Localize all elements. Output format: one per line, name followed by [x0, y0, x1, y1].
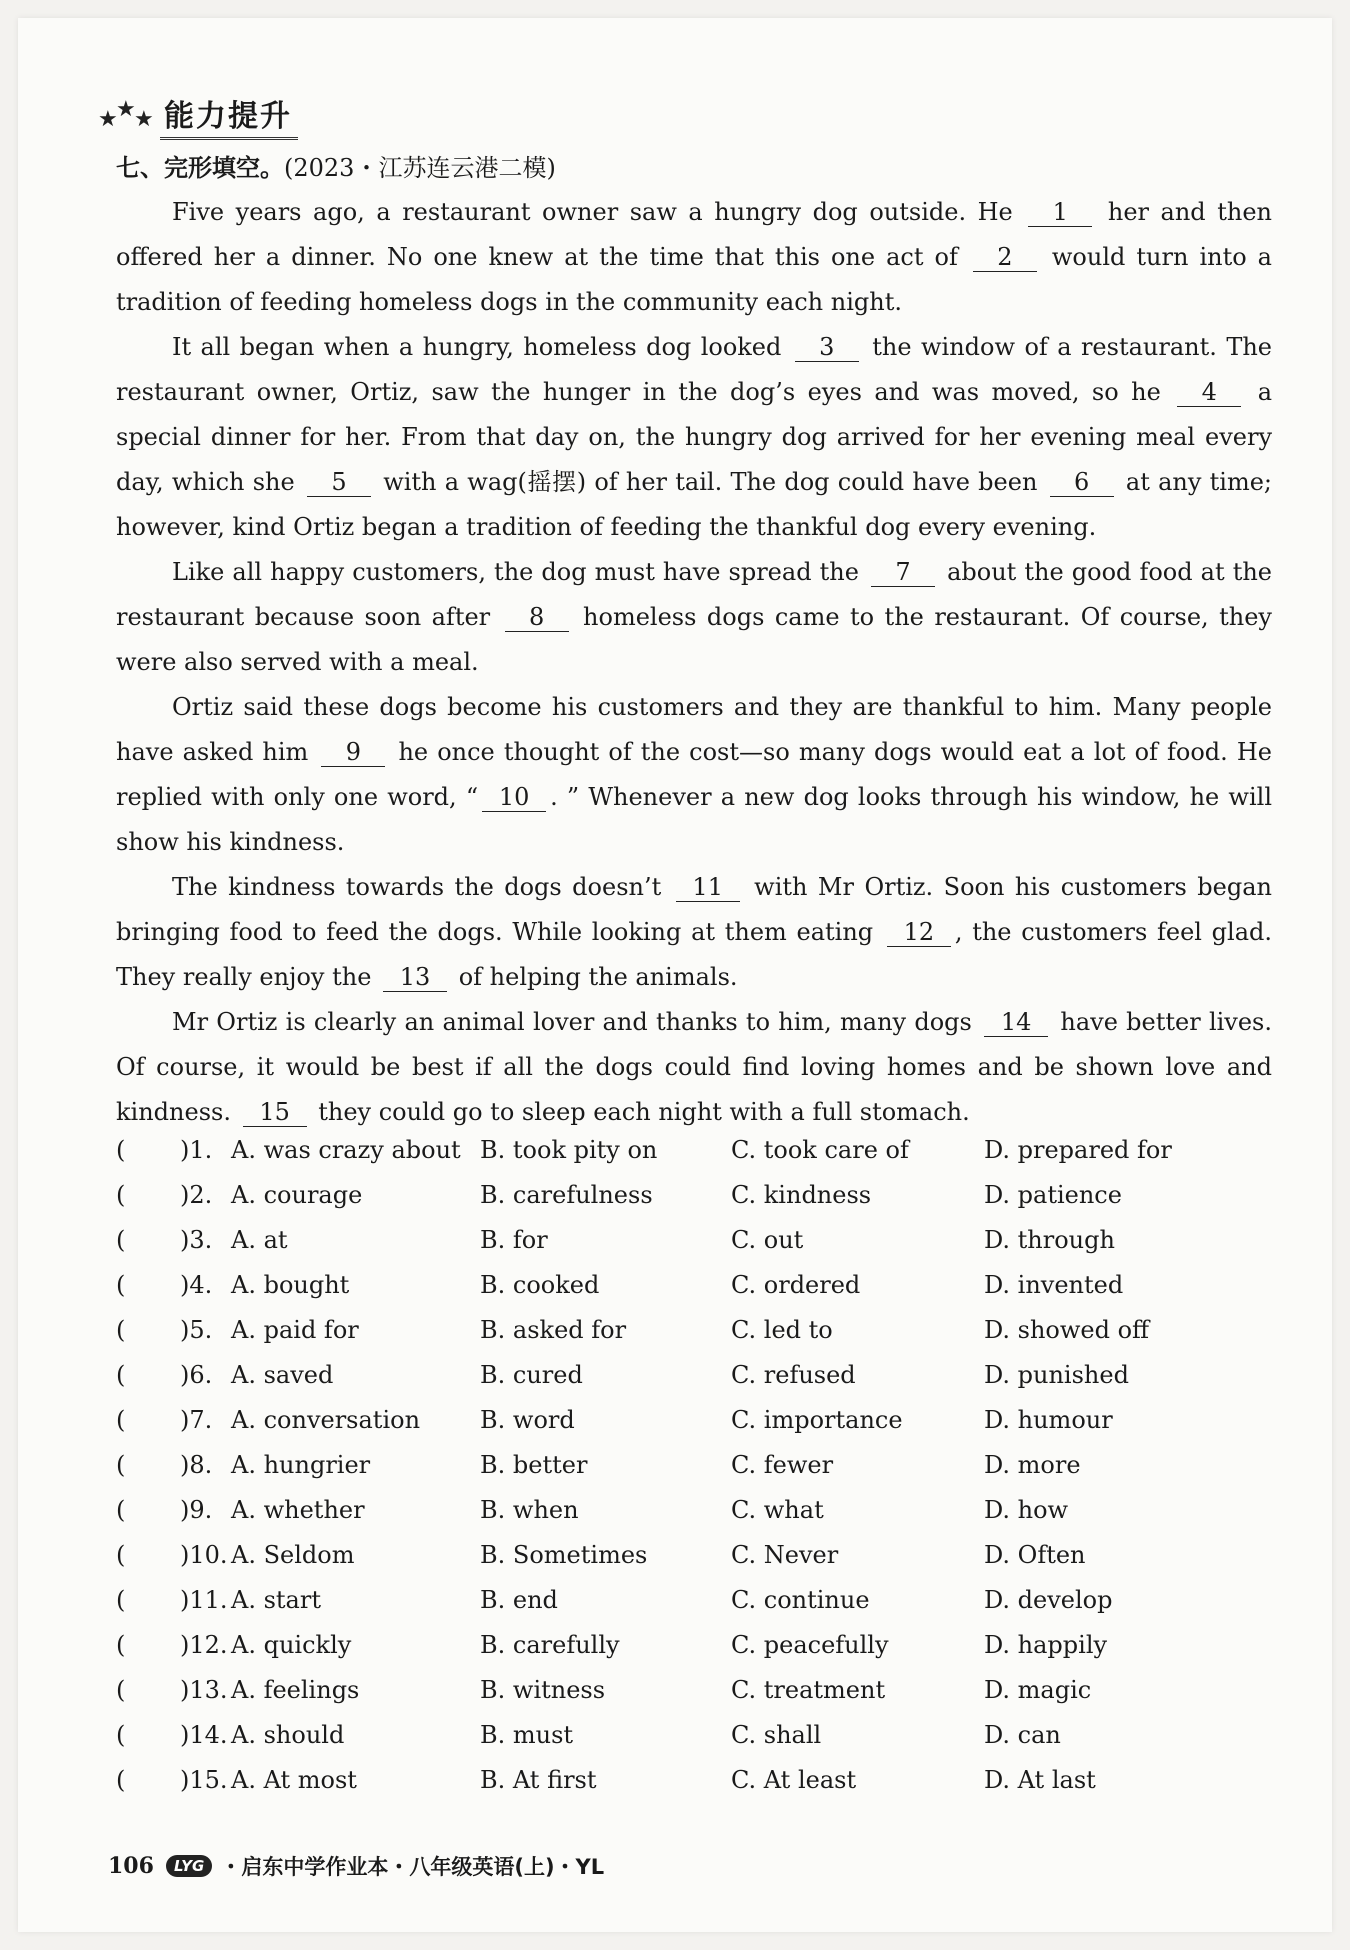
option-b: B. witness: [480, 1676, 606, 1704]
answer-paren: (: [116, 1451, 126, 1479]
option-c: C. led to: [731, 1316, 833, 1344]
option-a: A. start: [231, 1586, 321, 1614]
passage-text: with a wag(摇摆) of her tail. The dog could have been: [374, 468, 1046, 496]
option-b: B. must: [480, 1721, 574, 1749]
question-number: )10.: [180, 1541, 228, 1569]
paragraph-6: [116, 1000, 1272, 1135]
question-number: )4.: [180, 1271, 213, 1299]
question-number: )6.: [180, 1361, 213, 1389]
passage-text: about the good food at the restaurant because soon after: [116, 558, 1273, 631]
passage-text: The kindness towards the dogs doesn’t: [172, 873, 672, 901]
paragraph-5: [116, 865, 1272, 1000]
answer-paren: (: [116, 1721, 126, 1749]
option-d: D. more: [984, 1451, 1081, 1479]
option-b: B. cooked: [480, 1271, 600, 1299]
passage-text: Like all happy customers, the dog must have spread the: [172, 558, 868, 586]
option-b: B. for: [480, 1226, 548, 1254]
answer-paren: (: [116, 1496, 126, 1524]
answer-blank: 14: [984, 1008, 1048, 1037]
footer-text: ・启东中学作业本・八年级英语(上)・YL: [220, 1855, 605, 1879]
option-a: A. courage: [231, 1181, 363, 1209]
answer-paren: (: [116, 1361, 126, 1389]
passage-text: at any time; however, kind Ortiz began a tradition of feeding the thankful dog every evening.: [116, 468, 1273, 541]
question-number: )14.: [180, 1721, 228, 1749]
answer-paren: (: [116, 1271, 126, 1299]
option-a: A. should: [231, 1721, 345, 1749]
answer-paren: (: [116, 1541, 126, 1569]
option-row: [116, 1222, 1272, 1267]
passage-text: a special dinner for her. From that day on, the hungry dog arrived for her evening meal every day, which she: [116, 378, 1273, 496]
section-title: 能力提升: [160, 91, 298, 140]
question-number: )9.: [180, 1496, 213, 1524]
passage-text: would turn into a tradition of feeding homeless dogs in the community each night.: [116, 243, 1272, 316]
option-a: A. feelings: [231, 1676, 360, 1704]
passage-text: have better lives. Of course, it would be best if all the dogs could find loving homes and be shown love and kindness.: [116, 1008, 1272, 1126]
option-d: D. happily: [984, 1631, 1108, 1659]
option-a: A. saved: [231, 1361, 334, 1389]
passage-text: he once thought of the cost—so many dogs would eat a lot of food. He replied with only one word, “: [116, 738, 1273, 811]
stars-icon: ★ ★ ★: [98, 97, 154, 132]
option-c: C. refused: [731, 1361, 856, 1389]
question-source: (2023・江苏连云港二模): [284, 154, 556, 182]
answer-blank: 4: [1177, 378, 1241, 407]
answer-blank: 9: [321, 738, 385, 767]
question-number: )7.: [180, 1406, 213, 1434]
passage-text: Ortiz said these dogs become his customers and they are thankful to him. Many people have asked him: [116, 693, 1272, 766]
passage: [116, 190, 1272, 1135]
option-b: B. word: [480, 1406, 575, 1434]
answer-paren: (: [116, 1406, 126, 1434]
question-number: )8.: [180, 1451, 213, 1479]
answer-paren: (: [116, 1226, 126, 1254]
option-b: B. At first: [480, 1766, 597, 1794]
answer-blank: 8: [505, 603, 569, 632]
answer-blank: 7: [871, 558, 935, 587]
option-d: D. prepared for: [984, 1136, 1172, 1164]
option-row: [116, 1672, 1272, 1717]
option-c: C. Never: [731, 1541, 839, 1569]
option-d: D. invented: [984, 1271, 1124, 1299]
option-row: [116, 1357, 1272, 1402]
option-c: C. ordered: [731, 1271, 861, 1299]
options-list: [116, 1132, 1272, 1807]
option-row: [116, 1627, 1272, 1672]
option-a: A. whether: [231, 1496, 365, 1524]
option-a: A. At most: [231, 1766, 357, 1794]
answer-paren: (: [116, 1316, 126, 1344]
passage-text: It all began when a hungry, homeless dog looked: [172, 333, 791, 361]
question-title: [116, 148, 556, 183]
paragraph-4: [116, 685, 1272, 865]
option-c: C. treatment: [731, 1676, 886, 1704]
option-d: D. how: [984, 1496, 1069, 1524]
passage-text: with Mr Ortiz. Soon his customers began bringing food to feed the dogs. While looking at them eating: [116, 873, 1273, 946]
answer-blank: 1: [1028, 198, 1092, 227]
option-row: [116, 1492, 1272, 1537]
answer-paren: (: [116, 1586, 126, 1614]
option-d: D. patience: [984, 1181, 1122, 1209]
question-number: )11.: [180, 1586, 228, 1614]
option-b: B. took pity on: [480, 1136, 658, 1164]
option-c: C. importance: [731, 1406, 903, 1434]
passage-text: Mr Ortiz is clearly an animal lover and thanks to him, many dogs: [172, 1008, 981, 1036]
answer-blank: 5: [307, 468, 371, 497]
option-c: C. At least: [731, 1766, 857, 1794]
option-a: A. paid for: [231, 1316, 359, 1344]
option-row: [116, 1132, 1272, 1177]
option-a: A. hungrier: [231, 1451, 371, 1479]
question-number: )13.: [180, 1676, 228, 1704]
page-footer: [108, 1848, 604, 1884]
paragraph-1: [116, 190, 1272, 325]
answer-blank: 12: [887, 918, 951, 947]
question-number: )15.: [180, 1766, 228, 1794]
answer-blank: 15: [243, 1098, 307, 1127]
option-b: B. when: [480, 1496, 579, 1524]
option-a: A. conversation: [231, 1406, 421, 1434]
option-d: D. can: [984, 1721, 1061, 1749]
option-a: A. bought: [231, 1271, 350, 1299]
option-d: D. punished: [984, 1361, 1129, 1389]
option-c: C. fewer: [731, 1451, 834, 1479]
answer-blank: 3: [795, 333, 859, 362]
answer-blank: 11: [676, 873, 740, 902]
passage-text: . ” Whenever a new dog looks through his window, he will show his kindness.: [116, 783, 1273, 856]
section-header: [98, 92, 298, 138]
option-a: A. at: [231, 1226, 288, 1254]
answer-blank: 10: [482, 783, 546, 812]
option-c: C. took care of: [731, 1136, 909, 1164]
option-b: B. cured: [480, 1361, 583, 1389]
publisher-logo: LYG: [166, 1855, 212, 1877]
option-row: [116, 1447, 1272, 1492]
question-number: )1.: [180, 1136, 213, 1164]
option-row: [116, 1717, 1272, 1762]
answer-paren: (: [116, 1181, 126, 1209]
paragraph-2: [116, 325, 1272, 550]
answer-paren: (: [116, 1676, 126, 1704]
question-number: )12.: [180, 1631, 228, 1659]
option-c: C. peacefully: [731, 1631, 889, 1659]
option-a: A. was crazy about: [231, 1136, 461, 1164]
passage-text: homeless dogs came to the restaurant. Of course, they were also served with a meal.: [116, 603, 1272, 676]
option-d: D. through: [984, 1226, 1115, 1254]
answer-blank: 13: [383, 963, 447, 992]
option-b: B. better: [480, 1451, 588, 1479]
option-c: C. shall: [731, 1721, 822, 1749]
option-b: B. asked for: [480, 1316, 627, 1344]
option-b: B. carefully: [480, 1631, 620, 1659]
passage-text: they could go to sleep each night with a full stomach.: [310, 1098, 970, 1126]
option-d: D. showed off: [984, 1316, 1150, 1344]
option-b: B. end: [480, 1586, 558, 1614]
passage-text: her and then offered her a dinner. No one knew at the time that this one act of: [116, 198, 1272, 271]
question-number: )3.: [180, 1226, 213, 1254]
option-d: D. Often: [984, 1541, 1086, 1569]
option-b: B. Sometimes: [480, 1541, 648, 1569]
option-d: D. develop: [984, 1586, 1113, 1614]
answer-blank: 6: [1050, 468, 1114, 497]
option-row: [116, 1267, 1272, 1312]
question-number: )2.: [180, 1181, 213, 1209]
option-a: A. Seldom: [231, 1541, 355, 1569]
option-row: [116, 1312, 1272, 1357]
passage-text: the window of a restaurant. The restaurant owner, Ortiz, saw the hunger in the dog’s eyes and was moved, so he: [116, 333, 1272, 406]
option-c: C. what: [731, 1496, 824, 1524]
question-number: )5.: [180, 1316, 213, 1344]
answer-paren: (: [116, 1136, 126, 1164]
paragraph-3: [116, 550, 1272, 685]
option-row: [116, 1582, 1272, 1627]
option-d: D. magic: [984, 1676, 1092, 1704]
answer-blank: 2: [973, 243, 1037, 272]
option-d: D. At last: [984, 1766, 1096, 1794]
passage-text: of helping the animals.: [451, 963, 738, 991]
option-row: [116, 1537, 1272, 1582]
answer-paren: (: [116, 1766, 126, 1794]
question-label: 七、完形填空。: [116, 154, 284, 182]
option-row: [116, 1762, 1272, 1807]
option-a: A. quickly: [231, 1631, 352, 1659]
option-d: D. humour: [984, 1406, 1113, 1434]
page-number: 106: [108, 1853, 154, 1879]
passage-text: , the customers feel glad. They really enjoy the: [116, 918, 1272, 991]
option-b: B. carefulness: [480, 1181, 653, 1209]
answer-paren: (: [116, 1631, 126, 1659]
option-row: [116, 1177, 1272, 1222]
option-c: C. continue: [731, 1586, 870, 1614]
option-c: C. kindness: [731, 1181, 872, 1209]
option-c: C. out: [731, 1226, 804, 1254]
option-row: [116, 1402, 1272, 1447]
passage-text: Five years ago, a restaurant owner saw a hungry dog outside. He: [172, 198, 1025, 226]
